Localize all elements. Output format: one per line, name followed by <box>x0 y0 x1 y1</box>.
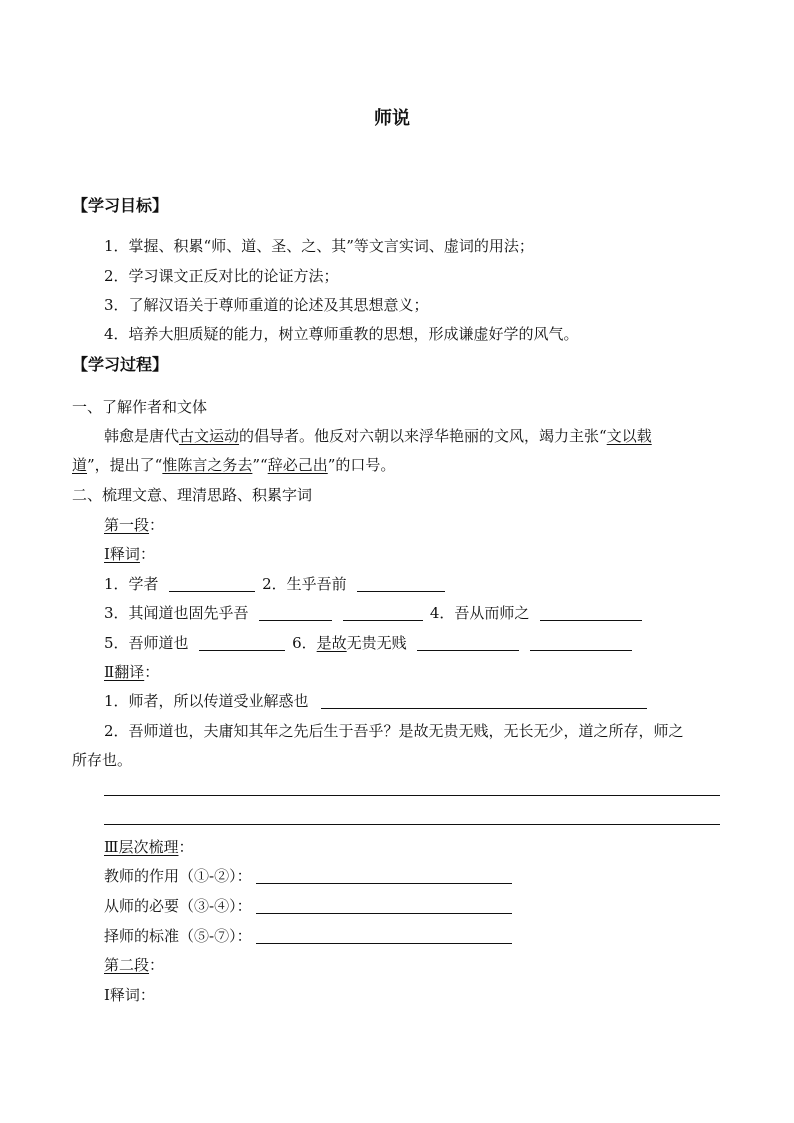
explain-title: Ⅰ释词 <box>104 545 140 563</box>
structure-label <box>104 837 193 857</box>
structure-blank-3[interactable] <box>256 928 512 944</box>
segment2-colon: ： <box>149 956 165 974</box>
author-text: ”“ <box>252 456 268 474</box>
explain-item-4: 4．吾从而师之 <box>429 604 530 622</box>
explain-label <box>104 544 155 564</box>
segment2-explain-label: Ⅰ释词： <box>104 986 155 1004</box>
segment2-label <box>104 955 164 975</box>
segment1-label <box>104 515 164 535</box>
translate-item-2-line2: 所存也。 <box>72 751 133 769</box>
answer-blank-2[interactable] <box>357 576 445 592</box>
author-text: 的倡导者。他反对六朝以来浮华艳丽的文风，竭力主张“ <box>239 427 607 445</box>
answer-blank-3a[interactable] <box>259 605 332 621</box>
structure-row-3 <box>104 926 512 946</box>
explain-item-5: 5．吾师道也 <box>104 634 189 652</box>
structure-colon: ： <box>178 838 194 856</box>
translate-blank-1[interactable] <box>321 693 647 709</box>
translate-label <box>104 662 159 682</box>
segment1-colon: ： <box>149 516 165 534</box>
author-paragraph-line1 <box>104 426 652 446</box>
explain-item-3: 3．其闻道也固先乎吾 <box>104 604 249 622</box>
objective-item-3: 3．了解汉语关于尊师重道的论述及其思想意义； <box>104 296 429 314</box>
translate-answer-line-1[interactable] <box>104 795 720 796</box>
author-text: ”的口号。 <box>327 456 396 474</box>
explain-colon: ： <box>139 545 155 563</box>
key-term-chenyan: 惟陈言之务去 <box>162 456 253 474</box>
segment2-title: 第二段 <box>104 956 150 974</box>
structure-row-1 <box>104 866 512 886</box>
segment1-title: 第一段 <box>104 516 150 534</box>
explain-row-2 <box>104 603 642 623</box>
explain-item-6-num: 6． <box>292 634 317 652</box>
objective-item-4: 4．培养大胆质疑的能力，树立尊师重教的思想，形成谦虚好学的风气。 <box>104 325 579 343</box>
answer-blank-3b[interactable] <box>343 605 423 621</box>
structure-item-necessity: 从师的必要（③-④）： <box>104 897 252 915</box>
answer-blank-1[interactable] <box>169 576 255 592</box>
author-text: ”，提出了“ <box>87 456 163 474</box>
author-paragraph-line2 <box>72 455 395 475</box>
answer-blank-4[interactable] <box>540 605 642 621</box>
structure-row-2 <box>104 896 512 916</box>
structure-item-role: 教师的作用（①-②）： <box>104 867 252 885</box>
part2-heading: 二、梳理文意、理清思路、积累字词 <box>72 486 313 504</box>
explain-item-6-rest: 无贵无贱 <box>346 634 407 652</box>
explain-row-1 <box>104 574 445 594</box>
key-term-guwen: 古文运动 <box>179 427 240 445</box>
structure-blank-2[interactable] <box>256 898 512 914</box>
objective-item-2: 2．学习课文正反对比的论证方法； <box>104 267 339 285</box>
translate-title: Ⅱ翻译 <box>104 663 145 681</box>
structure-blank-1[interactable] <box>256 868 512 884</box>
translate-row-1 <box>104 691 647 711</box>
objective-item-1: 1．掌握、积累“师、道、圣、之、其”等文言实词、虚词的用法； <box>104 237 534 255</box>
page-title: 师说 <box>374 108 410 129</box>
key-term-wenyizaidao-end: 道 <box>72 456 88 474</box>
structure-title: Ⅲ层次梳理 <box>104 838 179 856</box>
answer-blank-6b[interactable] <box>530 635 632 651</box>
explain-item-1: 1．学者 <box>104 575 159 593</box>
translate-colon: ： <box>144 663 160 681</box>
answer-blank-6a[interactable] <box>417 635 519 651</box>
key-term-wenyizaidao: 文以载 <box>606 427 652 445</box>
translate-item-2-line1: 2．吾师道也，夫庸知其年之先后生于吾乎？是故无贵无贱，无长无少，道之所存，师之 <box>104 722 684 740</box>
translate-answer-line-2[interactable] <box>104 824 720 825</box>
translate-item-1: 1．师者，所以传道受业解惑也 <box>104 692 309 710</box>
explain-item-2: 2．生乎吾前 <box>262 575 347 593</box>
key-term-cibijichu: 辞必己出 <box>267 456 328 474</box>
explain-item-6-key: 是故 <box>316 634 347 652</box>
explain-row-3 <box>104 633 632 653</box>
author-text: 韩愈是唐代 <box>104 427 180 445</box>
objectives-heading: 【学习目标】 <box>72 196 169 215</box>
answer-blank-5[interactable] <box>199 635 285 651</box>
process-heading: 【学习过程】 <box>72 355 169 374</box>
structure-item-standard: 择师的标准（⑤-⑦）： <box>104 927 252 945</box>
part1-heading: 一、了解作者和文体 <box>72 398 208 416</box>
